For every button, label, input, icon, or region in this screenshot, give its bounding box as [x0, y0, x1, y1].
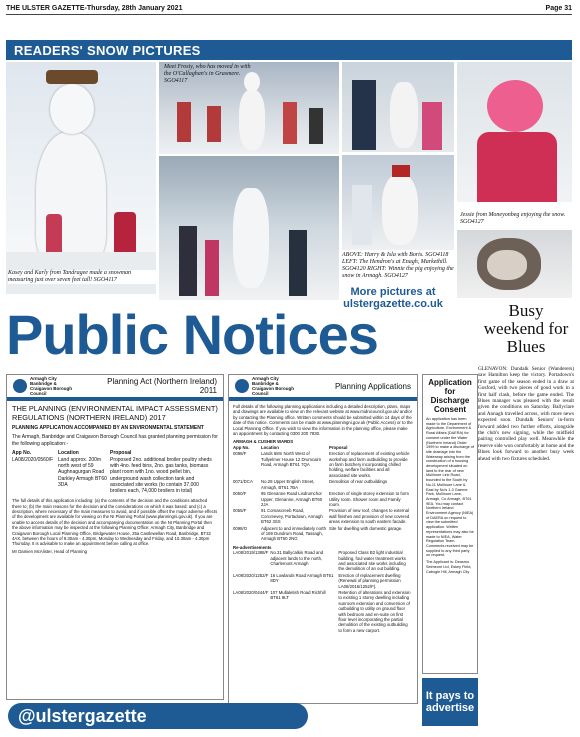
cell-location: No.28 Upper English Street, Armagh, BT61 7BA: [261, 479, 315, 490]
table-row: [233, 573, 413, 590]
notice-eia-heading: THE PLANNING (ENVIRONMENTAL IMPACT ASSESSMENT) REGULATIONS (NORTHERN IRELAND) 2017: [12, 404, 218, 422]
col-proposal: Proposal: [329, 444, 348, 450]
notice-eia-header: [7, 375, 223, 401]
photo-kasey-snowman: [6, 62, 156, 294]
table-row: [233, 590, 413, 634]
notice-discharge-consent: [422, 374, 478, 674]
caption-frosty: Meet Frosty, who has moved in with the O'Callaghan's in Grasmere. SGO4117: [164, 64, 251, 84]
masthead: [6, 2, 572, 15]
notice-planning-apps: [228, 374, 418, 704]
page-number: Page 31: [545, 4, 572, 12]
twitter-handle[interactable]: @ulstergazette: [8, 703, 308, 729]
cell-proposal: Erection of replacement dwelling (Renewal of planning permission LA08/2016/1252/F).: [338, 572, 401, 589]
cell-location: Lands 68m North West of Tullyelmer House 12 Drumcairn Road, Armagh BT61 7QA: [261, 451, 322, 468]
cell-proposal: Retention of alterations and extension to existing 1 storey dwelling including sunroom extension and conversion of outbuilding to utility on ground floor with bedroom and en-suite on first floor level incorporating the partial demolition of the existing outbuilding to form a new carport.: [338, 590, 411, 633]
table-row: [233, 451, 413, 479]
masthead-title: THE ULSTER GAZETTE-Thursday, 28th January 2021: [6, 4, 183, 12]
consent-footer: The Applicant is: Deasmo Seimeore Ltd, Eskey Field, Cabogle Hill, Armagh City: [426, 560, 472, 574]
cell-app-no: 0071/DCA: [233, 479, 253, 485]
cell-proposal: Erection of single storey extension to form Utility room. Shower room and Family room.: [329, 491, 410, 507]
cell-app-no: 0098/F: [233, 451, 247, 457]
section-title: READERS' SNOW PICTURES: [6, 40, 572, 60]
cell-location: 95 Glenanne Road Lisdrumchor Upper, Glenanne, Armagh BT60 2JA: [261, 491, 323, 507]
photo-boris: [342, 62, 454, 152]
notice-eia-title: Planning Act (Northern Ireland) 2011: [107, 377, 217, 395]
cell-location: No.31 Ballycalkin Road and adjacent lands to the north, Charlemont Armagh: [270, 550, 324, 566]
photo-hendrons: [159, 156, 339, 300]
photo-girl-snowman: [457, 62, 572, 202]
caption-jessie: Jessie from Moneyonbeg enjoying the snow. SGO4127: [460, 212, 566, 225]
cell-app-no: 0050/F: [233, 491, 247, 497]
notice-eia-table: [12, 450, 218, 495]
cell-proposal: Proposed Class B2 light industrial building, foul water treatment works and associated site works including the demolition of an out building.: [338, 550, 406, 572]
cell-proposal: Erection of replacement of existing vehicle workshop and farm outbuilding to provide on farm butchery incorporating chilled holding, welfare facilities and all associated site works.: [329, 451, 410, 478]
consent-title: Application for Discharge Consent: [428, 378, 472, 414]
notice-eia-sign: Mr Damien McAlister, Head of Planning: [12, 548, 87, 554]
table-row: [233, 479, 413, 491]
readvert-table: [233, 550, 413, 634]
more-pictures-line1: More pictures at: [350, 286, 436, 298]
notice-apps-header: [229, 375, 417, 401]
council-name: Armagh City Banbridge & Craigavon Borough Council: [252, 376, 295, 396]
table-row: [233, 491, 413, 508]
table-row: [233, 550, 413, 573]
table-row: [12, 457, 218, 495]
council-crest-icon: [235, 379, 249, 393]
cell-proposal: Demolition of rear outbuildings: [329, 479, 388, 485]
col-proposal: Proposal: [110, 449, 132, 456]
busy-body: GLENAVON: Dundalk Senior (Wanderers) saw Hamilton keep the victory. Portadown's first game of the season ended in a draw at Gosford, with two pieces of good work in a first half clash, before the game ended. The Blues manager was pleased with the result given the conditions on Saturday. Ballyclare and Annagh travelled across, with more news expected soon. Dundalk Seniors' in-form forward added two further efforts, alongside the club's new signing, while the midfield pairing controlled play well. Meanwhile the reserve side won comfortably at home and the Blues look forward to another busy week ahead with two fixtures scheduled.: [478, 366, 574, 462]
photo-winnie-pig: [342, 155, 454, 250]
col-location: Location: [261, 444, 279, 450]
cell-location: Land approx. 200m north west of 59 Aughnagurgan Road Darkley Armagh BT60 3DA: [58, 457, 107, 488]
table-row: [233, 508, 413, 525]
notice-eia-body: The full details of this application including: (a) the contents of the decision and the conditions attached there to; (b) the main reasons for the decision and the considerations on which it was based; and (c) a description, where necessary of the main measures to avoid, and if possible offset the major adverse effects of the development are available for viewing on the NI Planning Portal (www.planningni.gov.uk). If you are unable to access details of the decision and accompanying documentation on the NI Planning Portal then the above information may be inspected at the following Planning Office: Armagh City, Banbridge and Craigavon Borough Local Planning Office, Bridgewater House, 25a Castlewellan Road, Banbridge, BT32 4AX, between the hours of 9.30am - 4.30pm, Monday to Wednesday and Friday, and 10.30am - 4.30pm Thursday. It is advisable to make an appointment before calling at office.: [12, 498, 218, 547]
cell-proposal: Provision of new roof, changes to external wall finishes and provision of new covered areas extension to south eastern facade.: [329, 508, 410, 525]
cell-app-no: LA08/2020/1252/F: [233, 572, 269, 578]
cell-app-no: LA08/2020/0444/F: [233, 590, 269, 595]
notice-eia: [6, 374, 224, 700]
notice-eia-intro: The Armagh, Banbridge and Craigavon Borough Council has granted planning permission for the following application:-: [12, 434, 218, 447]
photo-jessie: [457, 230, 572, 298]
cell-location: 107 Mullaletish Road Richhill BT61 9LT: [270, 590, 326, 601]
council-logo: [13, 376, 76, 396]
cell-location: 16 Lowlands Road Armagh BT61 8DY: [270, 572, 334, 584]
notice-apps-intro: Full details of the following planning applications including a detailed description, plans, maps and drawings are available to view on the relevant website at www.midnicouncil.gov.uk/ and/or by contacting the Planning office. Written comments should be submitted within 14 days of the date of this notice. Comments can be made at www.planningni.gov.uk (Public Access) or to the Local Planning Office. If you wish to view the information in the planning office, please make an appointment by contacting 0300 200 7830.: [233, 404, 413, 437]
consent-body: An application has been made to the Department of Agriculture, Environment & Rural Affairs (DAERA) for consent under the Water (Northern Ireland) Order 1999 to make a discharge of site drainage into the Waterway arising from the construction of a housing development situated on land to the rear of new Mullinure Link Road, bounded to the South by No.11 Mullinure Lane & East by No's 1-3 Gaerne Park, Mullinure Lane, Armagh, Co Armagh, BT61 9EA. You may contact Northern Ireland Environment Agency (NIEA) of DAERA on request to view the submitted application. Written representations may also be made to NIEA, Water Regulation Team. Comments received may be supplied to any third party on request.: [426, 417, 474, 558]
col-app-no: App No.: [12, 449, 32, 456]
table-row: [233, 526, 413, 543]
caption-kasey: Kasey and Karly from Tandragee made a snowman measuring just over seven feet tall! SGO4117: [8, 270, 156, 284]
council-name: Armagh City Banbridge & Craigavon Borough Council: [30, 376, 73, 396]
busy-headline: Busy weekend for Blues: [483, 301, 569, 356]
cell-app-no: 0055/F: [233, 508, 247, 514]
apps-table: [233, 445, 413, 543]
col-app-no: App No.: [233, 444, 250, 450]
cell-proposal: Proposed 2no. additional broiler poultry sheds with 4no. feed bins, 2no. gas tanks, biomass plant room with 1no. wood pellet bin, underground wash collection tank and associated site works (to contain 37,000 broilers each, 74,000 broilers in total): [110, 457, 212, 495]
cell-app-no: LA08/2020/0560/F: [12, 457, 54, 463]
cell-location: Adjacent to and immediately north of 169 Dundrum Road, Tassagh, Armagh BT60 2NG: [261, 525, 326, 542]
cell-app-no: 0098/O: [233, 525, 248, 531]
advertise-box: It pays to advertise: [422, 678, 478, 726]
area-heading: ARMAGH & CUSHER WARDS: [233, 439, 294, 445]
readvert-heading: Re-advertisements: [233, 544, 272, 550]
cell-app-no: LA08/2019/1388/F: [233, 550, 269, 556]
notice-eia-sub: PLANNING APPLICATION ACCOMPANIED BY AN ENVIRONMENTAL STATEMENT: [12, 425, 204, 432]
council-crest-icon: [13, 379, 27, 393]
cell-proposal: Site for dwelling with domestic garage.: [329, 525, 403, 531]
council-logo: [235, 376, 296, 396]
notice-apps-title: Planning Applications: [334, 381, 411, 391]
caption-above: ABOVE: Harry & Isla with Boris. SGO4118 LEFT: The Hendron's at Enagh, Markethill. SGO4120 RIGHT: Winnie the pig enjoying the snow in Armagh. SGO4127: [342, 252, 454, 279]
more-pictures-url[interactable]: ulstergazette.co.uk: [343, 298, 443, 310]
col-location: Location: [58, 449, 79, 456]
public-notices-title: Public Notices: [6, 303, 378, 366]
cell-location: 91 Cornascreeb Road, Corcreevey, Portadown, Armagh BT62 3SS: [261, 508, 323, 525]
